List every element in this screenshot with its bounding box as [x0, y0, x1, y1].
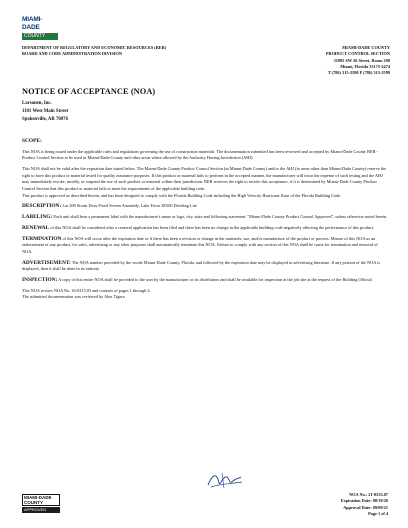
scope-heading-row	[22, 138, 388, 145]
page-title: NOTICE OF ACCEPTANCE (NOA)	[22, 87, 156, 96]
contact-county: MIAMI-DADE COUNTY	[342, 45, 390, 50]
page-number: Page 1 of 4	[368, 510, 388, 516]
revises-paragraph	[22, 288, 388, 301]
contact-section: PRODUCT CONTROL SECTION	[325, 51, 390, 57]
contact-street: 11805 SW 26 Street, Room 208	[333, 57, 390, 63]
labeling-paragraph	[22, 214, 388, 221]
miami-dade-logo	[22, 16, 58, 40]
labeling-text: Each unit shall bear a permanent label with the manufacturer's name or logo, city, state and following statement: "Miami-Dade County Product Control Approved", unless otherwise noted herein.	[53, 214, 388, 220]
description-text: Lar 200 Storm Door Fixed Screen Assembly, Lake Front 30X00 Dividing Lite	[62, 203, 197, 209]
department-line-1: DEPARTMENT OF REGULATORY AND ECONOMIC RESOURCES (RER)	[22, 45, 167, 50]
description-heading: DESCRIPTION:	[22, 203, 62, 210]
department-line-2: BOARD AND CODE ADMINISTRATION DIVISION	[22, 51, 122, 56]
contact-phone: T (786) 315-2590 F (786) 315-2599	[327, 70, 390, 76]
inspection-paragraph	[22, 277, 388, 284]
address-city: Spokenville, AR 70076	[22, 117, 68, 122]
advertisement-heading: ADVERTISEMENT:	[22, 259, 71, 266]
termination-text: of this NOA will occur after the expiration date or if there has been a revision or change in the materials, use, and/or manufacture of the product or process. Misuse of this NOA as an endorsement of any product, for sales, advertising or any other purposes shall automatically terminate this NOA. Failure to comply with any section of this NOA shall be cause for termination and removal of NOA.	[22, 235, 378, 254]
department-header	[22, 45, 252, 57]
termination-paragraph	[22, 236, 388, 256]
recipient-address	[22, 100, 68, 124]
scope-paragraph-1: This NOA is being issued under the applicable rules and regulations governing the use of construction materials. The documentation submitted has been reviewed and accepted by Miami-Dade County RER - Product Control Section to be used in Miami-Dade County and other areas where allowed by the Authority Having Jurisdiction (AHJ).	[22, 148, 378, 161]
noa-number-block	[300, 492, 388, 517]
contact-city: Miami, Florida 33175-2474	[340, 63, 390, 69]
renewal-text: of this NOA shall be considered after a renewal application has been filed and there has been no change in the applicable building code negatively affecting the performance of this product.	[50, 224, 375, 230]
scope-paragraph-3-text: This product is approved as described herein, and has been designed to comply with the Florida Building Code including the High Velocity Hurricane Zone of the Florida Building Code.	[22, 192, 342, 198]
approved-logo-bar: APPROVED	[22, 507, 60, 513]
advertisement-paragraph	[22, 260, 388, 273]
address-company: Larsonen, Inc.	[22, 101, 52, 106]
renewal-paragraph	[22, 225, 388, 232]
logo-text: MIAMI-DADE	[22, 16, 43, 31]
inspection-heading: INSPECTION:	[22, 277, 58, 283]
expiration-date: Expiration Date: 08/19/26	[340, 498, 388, 504]
approved-logo	[22, 494, 60, 512]
logo-bar: COUNTY	[22, 33, 58, 40]
revises-line-1: This NOA revises NOA No. 16-0315.03 and consists of pages 1 through 4.	[22, 287, 151, 293]
scope-paragraph-2	[22, 166, 388, 199]
approved-logo-text: MIAMI-DADE COUNTY	[22, 494, 60, 506]
address-street: 1101 West Main Street	[22, 109, 69, 114]
approval-date: Approval Date: 09/09/21	[343, 504, 388, 510]
scope-heading: SCOPE:	[22, 138, 42, 144]
notice-body	[22, 138, 388, 305]
noa-number: NOA No.: 21-0533.07	[349, 492, 388, 497]
advertisement-text: The NOA number preceded by the words Miami-Dade County, Florida, and followed by the expiration date may be displayed in advertising literature. If any portion of the NOA is displayed, then it shall be done in its entirety.	[22, 259, 381, 272]
scope-paragraph-2-text: This NOA shall not be valid after the expiration date stated below. The Miami-Dade County Product Control Section (in Miami-Dade County) and/or the AHJ (in areas other than Miami-Dade County) reserve the right to have this product or material tested for quality assurance purposes. If this product or material fails to perform in the accepted manner, the manufacturer will incur the expense of such testing and the AHJ may immediately revoke, modify, or suspend the use of such product or material within their jurisdiction. RER reserves the right to revoke this acceptance, if it is determined by Miami-Dade County Product Control Section that this product or material fails to meet the requirements of the applicable building code.	[22, 166, 387, 191]
contact-block	[262, 45, 390, 76]
revises-line-2: The submitted documentation was reviewed by Alex Tigera	[22, 294, 125, 300]
termination-heading: TERMINATION	[22, 235, 62, 242]
labeling-heading: LABELING:	[22, 214, 53, 221]
renewal-heading: RENEWAL	[22, 224, 50, 231]
inspection-text: A copy of this entire NOA shall be provided to the user by the manufacturer or its distributors and shall be available for inspection at the job site at the request of the Building Official.	[58, 277, 373, 282]
signature-icon	[205, 469, 245, 491]
description-paragraph	[22, 203, 388, 210]
